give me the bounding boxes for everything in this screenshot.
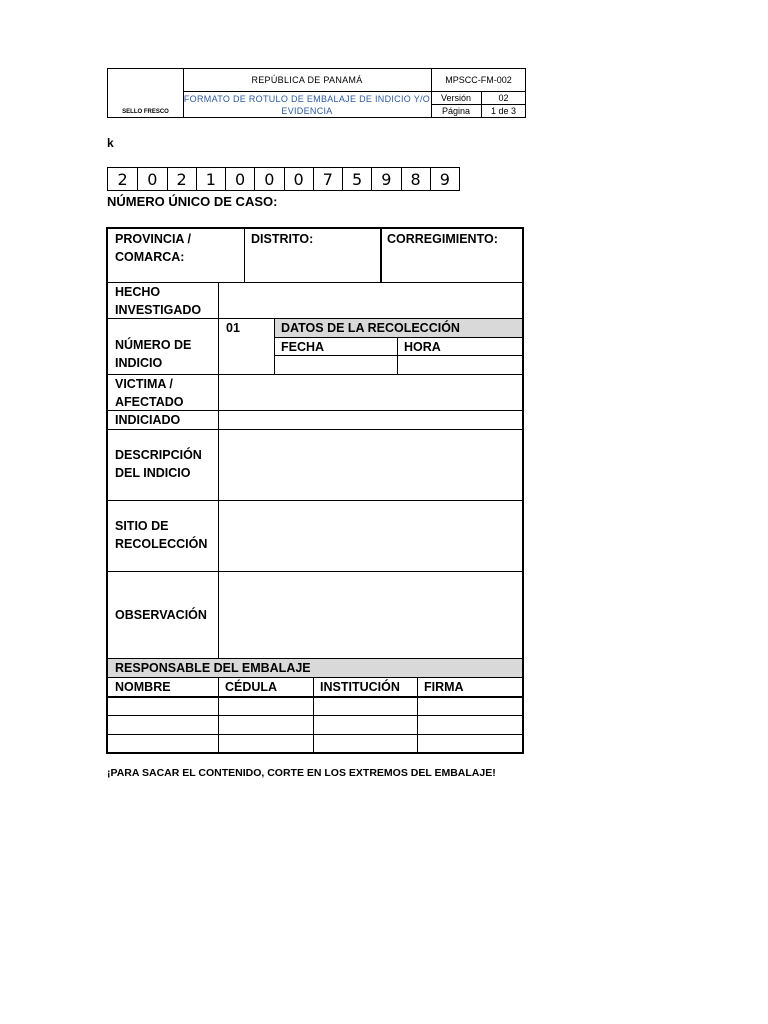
form-rule — [108, 715, 522, 716]
hora-label: HORA — [404, 340, 441, 354]
corregimiento-label: CORREGIMIENTO: — [387, 232, 498, 246]
form-rule — [244, 229, 245, 282]
evidence-form — [106, 227, 524, 754]
numero-indicio-label: NÚMERO DE INDICIO — [115, 338, 192, 370]
version-value: 02 — [498, 92, 509, 103]
form-rule — [274, 318, 275, 374]
case-digit: 5 — [342, 168, 371, 190]
form-rule — [218, 677, 219, 752]
institucion-label: INSTITUCIÓN — [320, 680, 400, 694]
case-digit: 9 — [371, 168, 400, 190]
form-rule — [108, 571, 522, 572]
case-digit: 0 — [284, 168, 313, 190]
footer-note: ¡PARA SACAR EL CONTENIDO, CORTE EN LOS EXTREMOS DEL EMBALAJE! — [107, 767, 496, 779]
case-digit: 8 — [401, 168, 430, 190]
form-rule — [108, 696, 522, 698]
case-digit: 2 — [117, 169, 128, 189]
page-value: 1 de 3 — [490, 105, 517, 116]
republic-title: REPÚBLICA DE PANAMÁ — [251, 75, 363, 85]
cedula-label: CÉDULA — [225, 680, 278, 694]
nombre-label: NOMBRE — [115, 680, 171, 694]
fecha-label: FECHA — [281, 340, 325, 354]
firma-label: FIRMA — [424, 680, 464, 694]
form-rule — [218, 282, 219, 658]
datos-recoleccion-label: DATOS DE LA RECOLECCIÓN — [281, 321, 460, 335]
case-digit: 1 — [196, 168, 225, 190]
form-rule — [380, 229, 382, 282]
version-label: Versión — [440, 92, 472, 103]
case-digit: 0 — [137, 168, 166, 190]
victima-label: VICTIMA / AFECTADO — [115, 377, 184, 409]
stamp-label: SELLO FRESCO — [122, 109, 169, 115]
form-rule — [108, 429, 522, 430]
case-digit: 9 — [430, 168, 459, 190]
hecho-label: HECHO INVESTIGADO — [115, 285, 202, 317]
stray-mark: k — [107, 136, 114, 150]
form-rule — [108, 734, 522, 735]
form-rule — [313, 677, 314, 752]
observacion-label: OBSERVACIÓN — [115, 608, 207, 622]
format-title: FORMATO DE ROTULO DE EMBALAJE DE INDICIO Y/O EVIDENCIA — [183, 93, 431, 116]
form-rule — [397, 337, 398, 374]
case-number-label: NÚMERO ÚNICO DE CASO: — [107, 194, 278, 209]
case-digit: 0 — [225, 168, 254, 190]
page-label: Página — [441, 105, 471, 116]
document-code: MPSCC-FM-002 — [445, 75, 512, 85]
provincia-label: PROVINCIA / COMARCA: — [115, 232, 191, 264]
case-digit: 2 — [167, 168, 196, 190]
case-number-boxes — [107, 167, 460, 191]
case-digit: 7 — [313, 168, 342, 190]
document-header-table — [107, 68, 526, 118]
numero-indicio-value: 01 — [226, 321, 240, 335]
distrito-label: DISTRITO: — [251, 232, 314, 246]
form-rule — [417, 677, 418, 752]
case-digit: 0 — [254, 168, 283, 190]
responsable-label: RESPONSABLE DEL EMBALAJE — [115, 661, 311, 675]
indiciado-label: INDICIADO — [115, 413, 181, 427]
form-rule — [108, 500, 522, 501]
descripcion-label: DESCRIPCIÓN DEL INDICIO — [115, 448, 202, 480]
sitio-label: SITIO DE RECOLECCIÓN — [115, 519, 208, 551]
